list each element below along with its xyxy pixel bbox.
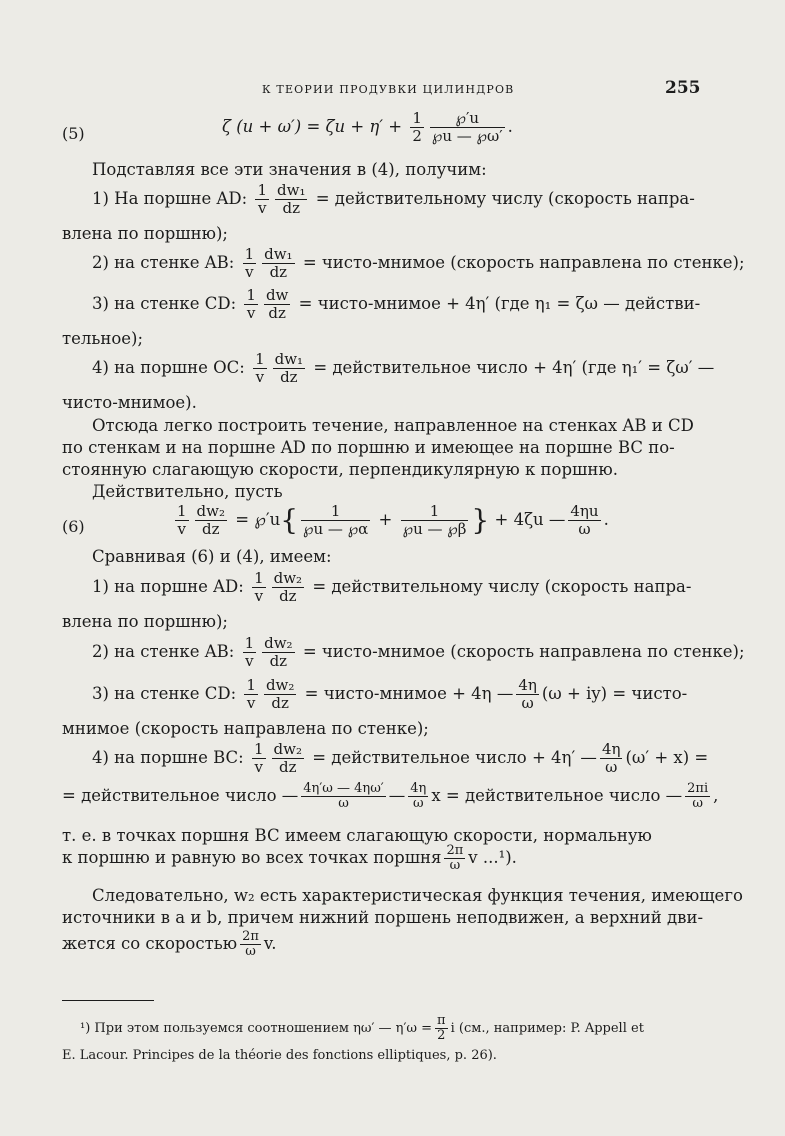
paragraph-1-line-2: по стенкам и на поршне AD по поршню и имеющее на поршне BC по-: [62, 438, 675, 457]
condition-b1: 1) на поршне AD: $\frac{1}{v}$ $\frac{\text{dw₂}}{dz}$ = действительному числу (скорость напра-: [92, 569, 692, 605]
running-header: К ТЕОРИИ ПРОДУВКИ ЦИЛИНДРОВ: [262, 83, 515, 96]
condition-a4-cont: чисто-мнимое).: [62, 393, 197, 412]
condition-b2: 2) на стенке AB: $\frac{1}{v}$ $\frac{\text{dw₂}}{dz}$ = чисто-мнимое (скорость направлена по стенке);: [92, 634, 745, 670]
equation-number-6: (6): [62, 517, 85, 536]
intro-text: Подставляя все эти значения в (4), получим:: [92, 160, 487, 179]
condition-b3-cont: мнимое (скорость направлена по стенке);: [62, 719, 429, 738]
condition-a4: 4) на поршне OC: $\frac{1}{v}$ $\frac{\text{dw₁}}{dz}$ = действительное число + 4η′ (где η₁′ = ζω′ —: [92, 350, 715, 386]
paragraph-4-line-1: т. е. в точках поршня BC имеем слагающую скорости, нормальную: [62, 826, 652, 845]
paragraph-2: Действительно, пусть: [92, 482, 283, 501]
footnote-line-2: E. Lacour. Principes de la théorie des fonctions elliptiques, p. 26).: [62, 1048, 497, 1063]
equation-5: ζ (u + ω′) = ζu + η′ + $\frac{1}{2}$ $\frac{℘'u}{℘u — ℘\omega'}$ .: [222, 109, 513, 145]
paragraph-3: Сравнивая (6) и (4), имеем:: [92, 547, 332, 566]
paragraph-5-line-3: жется со скоростью $\frac{2\pi}{\omega}$ v.: [62, 929, 277, 959]
equation-number-5: (5): [62, 124, 85, 143]
paragraph-1-line-3: стоянную слагающую скорости, перпендикулярную к поршню.: [62, 460, 618, 479]
paragraph-5-line-2: источники в a и b, причем нижний поршень неподвижен, а верхний дви-: [62, 908, 704, 927]
condition-a2: 2) на стенке AB: $\frac{1}{v}$ $\frac{\text{dw₁}}{dz}$ = чисто-мнимое (скорость направлена по стенке);: [92, 245, 745, 281]
paragraph-1-line-1: Отсюда легко построить течение, направленное на стенках AB и CD: [92, 416, 694, 435]
condition-a1: 1) На поршне AD: $\frac{1}{v}$ $\frac{\text{dw₁}}{dz}$ = действительному числу (скорость напра-: [92, 181, 695, 217]
paragraph-5-line-1: Следовательно, w₂ есть характеристическая функция течения, имеющего: [92, 886, 743, 905]
condition-a1-cont: влена по поршню);: [62, 224, 228, 243]
paragraph-4-line-2: к поршню и равную во всех точках поршня $\frac{2\pi}{\omega}$ v ...¹).: [62, 843, 517, 873]
footnote-rule: [62, 1000, 154, 1001]
condition-b1-cont: влена по поршню);: [62, 612, 228, 631]
condition-b4: 4) на поршне BC: $\frac{1}{v}$ $\frac{\text{dw₂}}{dz}$ = действительное число + 4η′ — $\frac{4\eta}{\omega}$ (ω′ + x) =: [92, 740, 709, 776]
condition-a3: 3) на стенке CD: $\frac{1}{v}$ $\frac{dw}{dz}$ = чисто-мнимое + 4η′ (где η₁ = ζω — действи-: [92, 286, 701, 322]
condition-b4-cont: = действительное число — $\frac{4\eta'\omega — 4\eta\omega'}{\omega}$ — $\frac{4\eta}{\omega}$ x = действительное число — $\frac{2\pi i}{\omega}$ ,: [62, 781, 719, 811]
condition-a3-cont: тельное);: [62, 329, 144, 348]
condition-b3: 3) на стенке CD: $\frac{1}{v}$ $\frac{\text{dw₂}}{dz}$ = чисто-мнимое + 4η — $\frac{4\eta}{\omega}$ (ω + iy) = чисто-: [92, 676, 688, 712]
equation-6: $\frac{1}{v}$ $\frac{\text{dw₂}}{dz}$ = ℘′u{ $\frac{1}{℘u — ℘\alpha}$ + $\frac{1}{℘u — ℘\beta}$ } + 4ζu — $\frac{4\eta u}{\omega}$ .: [177, 502, 609, 538]
page-number: 255: [665, 78, 701, 98]
footnote-line-1: ¹) При этом пользуемся соотношением ηω′ — η′ω = $\frac{\pi}{2}$ i (см., например: P. Appell et: [80, 1013, 644, 1043]
